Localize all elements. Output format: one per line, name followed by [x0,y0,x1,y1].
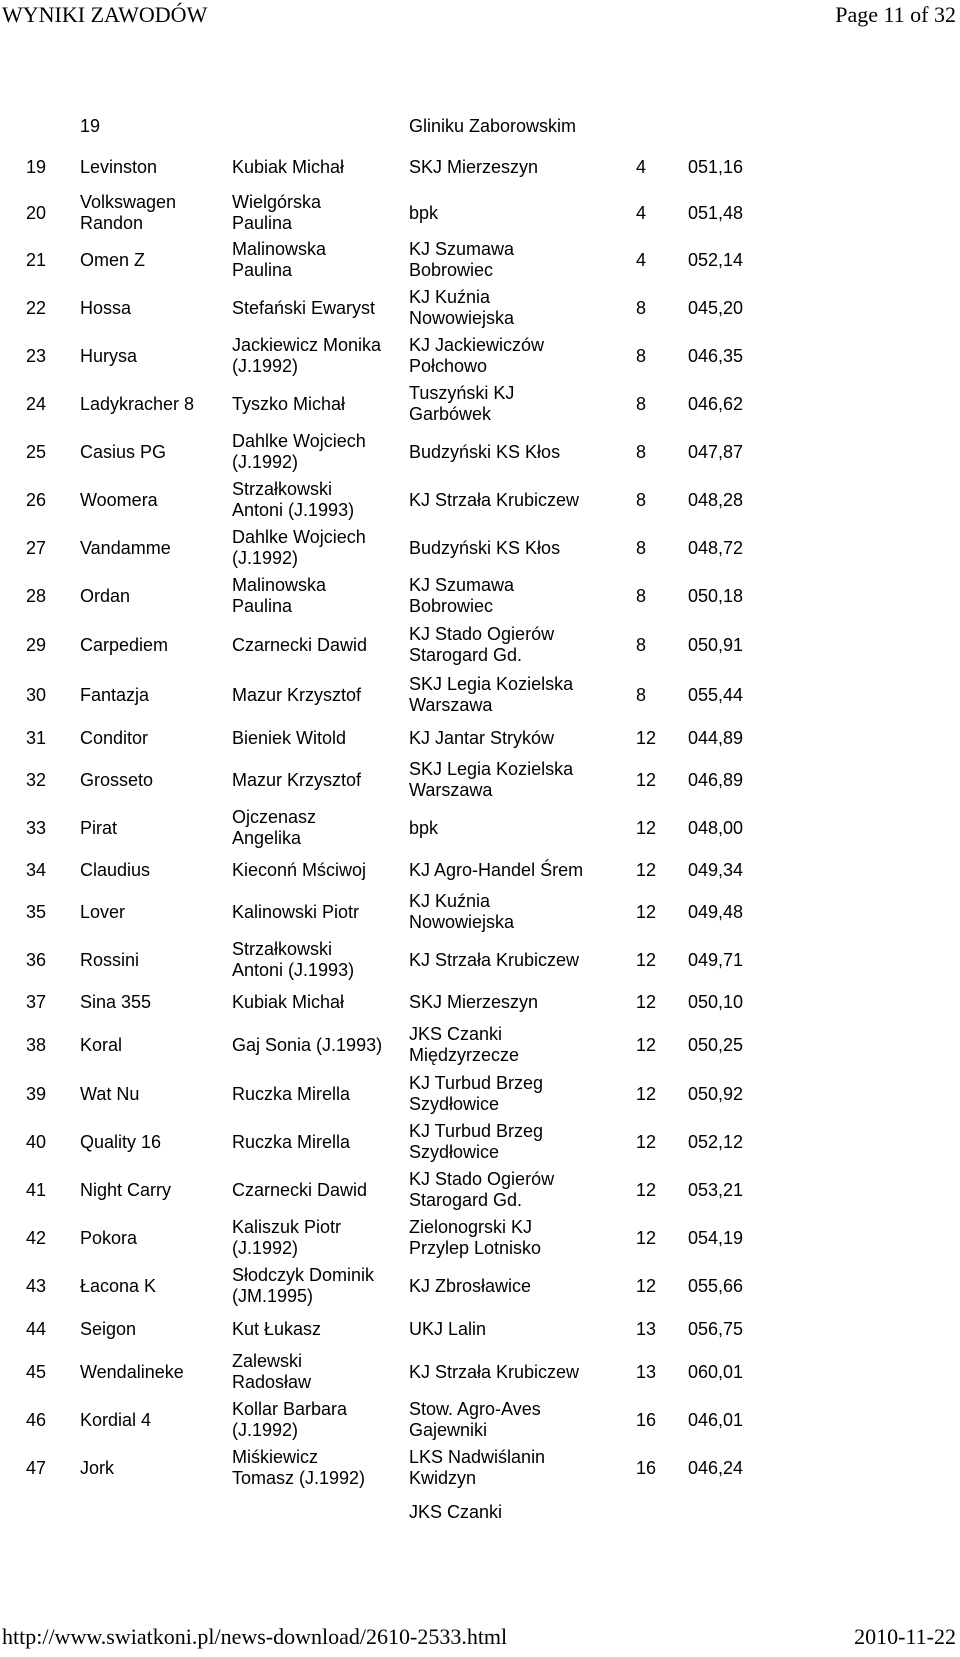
rider-name: Zalewski Radosław [232,1351,312,1392]
horse-name: Rossini [80,949,140,970]
rider-name: Ojczenasz Angelika [232,807,317,848]
rider-name: Dahlke Wojciech (J.1992) [232,431,366,472]
club-name: KJ Turbud Brzeg Szydłowice [409,1073,544,1114]
club-name: Budzyński KS Kłos [409,441,561,462]
penalty-points: 8 [636,393,647,414]
penalty-points: 8 [636,585,647,606]
club-name: LKS Nadwiślanin Kwidzyn [409,1447,546,1488]
rider-name: Malinowska Paulina [232,239,327,280]
club-name: SKJ Mierzeszyn [409,156,539,177]
rider-name: Strzałkowski Antoni (J.1993) [232,479,355,520]
penalty-points: 16 [636,1409,657,1430]
club-name: SKJ Legia Kozielska Warszawa [409,759,574,800]
rider-name: Tyszko Michał [232,393,346,414]
penalty-points: 12 [636,817,657,838]
row-number: 27 [26,537,47,558]
time-result: 049,34 [688,859,744,880]
penalty-points: 13 [636,1318,657,1339]
page-indicator: Page 11 of 32 [835,2,956,27]
rider-name: Miśkiewicz Tomasz (J.1992) [232,1447,366,1488]
penalty-points: 8 [636,441,647,462]
rider-name: Kalinowski Piotr [232,901,360,922]
penalty-points: 12 [636,949,657,970]
horse-name: Seigon [80,1318,137,1339]
rider-name: Wielgórska Paulina [232,192,322,233]
rider-name: Kubiak Michał [232,156,345,177]
rider-name: Mazur Krzysztof [232,769,362,790]
table-row [20,1166,764,1214]
club-name: SKJ Mierzeszyn [409,991,539,1012]
row-number: 35 [26,901,47,922]
table-row [20,144,764,190]
rider-name: Jackiewicz Monika (J.1992) [232,335,382,376]
table-row [20,804,764,852]
rider-name: Dahlke Wojciech (J.1992) [232,527,366,568]
time-result: 055,66 [688,1275,744,1296]
time-result: 046,01 [688,1409,744,1430]
club-name: KJ Stado Ogierów Starogard Gd. [409,1169,555,1210]
time-result: 045,20 [688,297,744,318]
club-name: Zielonogrski KJ Przylep Lotnisko [409,1217,542,1258]
table-row [20,936,764,984]
rider-name: Gaj Sonia (J.1993) [232,1034,383,1055]
table-row [20,984,764,1020]
horse-name: Ordan [80,585,131,606]
penalty-points: 8 [636,537,647,558]
table-row [20,108,764,144]
club-name: Budzyński KS Kłos [409,537,561,558]
row-number: 28 [26,585,47,606]
club-name: KJ Kuźnia Nowowiejska [409,287,515,328]
row-number [20,1492,74,1532]
rider-name: Czarnecki Dawid [232,634,368,655]
source-url: http://www.swiatkoni.pl/news-download/2610-2533.html [2,1624,508,1649]
time-result: 046,35 [688,345,744,366]
horse-name: Lover [80,901,126,922]
table-row [20,236,764,284]
penalty-points: 4 [636,202,647,223]
time-result: 051,16 [688,156,744,177]
club-name: KJ Stado Ogierów Starogard Gd. [409,624,555,665]
horse-name: Hossa [80,297,132,318]
club-name: KJ Agro-Handel Śrem [409,859,584,880]
time-result: 050,92 [688,1083,744,1104]
club-name: KJ Strzała Krubiczew [409,949,580,970]
horse-name: Quality 16 [80,1131,162,1152]
club-name: KJ Kuźnia Nowowiejska [409,891,515,932]
table-row [20,380,764,428]
time-result: 053,21 [688,1179,744,1200]
row-number: 30 [26,684,47,705]
horse-name: Grosseto [80,769,154,790]
time-result: 052,12 [688,1131,744,1152]
penalty-points: 8 [636,297,647,318]
horse-name: Casius PG [80,441,167,462]
time-result: 046,24 [688,1457,744,1478]
row-number: 32 [26,769,47,790]
row-number: 23 [26,345,47,366]
club-name: KJ Jantar Stryków [409,727,555,748]
penalty-points: 4 [636,156,647,177]
penalty-points: 12 [636,1034,657,1055]
horse-name: Woomera [80,489,158,510]
horse-name: Omen Z [80,249,146,270]
horse-name: Ladykracher 8 [80,393,195,414]
horse-name: Conditor [80,727,149,748]
page-footer [0,1622,960,1654]
horse-name: Wat Nu [80,1083,140,1104]
club-name: Stow. Agro-Aves Gajewniki [409,1399,541,1440]
penalty-points [630,108,682,144]
club-name: bpk [409,817,439,838]
time-result: 052,14 [688,249,744,270]
row-number: 25 [26,441,47,462]
penalty-points: 8 [636,684,647,705]
table-row [20,190,764,236]
rider-name: Kaliszuk Piotr (J.1992) [232,1217,342,1258]
time-result: 046,89 [688,769,744,790]
time-result [682,1492,764,1532]
penalty-points: 8 [636,489,647,510]
row-number: 29 [26,634,47,655]
table-row [20,1396,764,1444]
row-number: 44 [26,1318,47,1339]
club-name: KJ Szumawa Bobrowiec [409,239,515,280]
horse-name: Sina 355 [80,991,152,1012]
row-number: 19 [26,156,47,177]
club-name: UKJ Lalin [409,1318,487,1339]
horse-name: Wendalineke [80,1361,184,1382]
table-row [20,756,764,804]
row-number: 21 [26,249,47,270]
row-number: 47 [26,1457,47,1478]
horse-name: Levinston [80,156,158,177]
penalty-points: 8 [636,345,647,366]
penalty-points: 12 [636,1227,657,1248]
results-table [20,108,764,1532]
row-number: 31 [26,727,47,748]
horse-name: Carpediem [80,634,169,655]
rider-name: Kollar Barbara (J.1992) [232,1399,348,1440]
penalty-points: 12 [636,859,657,880]
club-name: JKS Czanki Międzyrzecze [409,1024,520,1065]
table-row [20,1020,764,1070]
table-row [20,476,764,524]
table-row [20,572,764,620]
table-row [20,284,764,332]
table-row [20,1262,764,1310]
table-row [20,1444,764,1492]
rider-name: Kubiak Michał [232,991,345,1012]
row-number: 41 [26,1179,47,1200]
horse-name: Fantazja [80,684,150,705]
footer-date: 2010-11-22 [854,1624,956,1649]
horse-name: Pokora [80,1227,138,1248]
penalty-points: 8 [636,634,647,655]
time-result: 048,72 [688,537,744,558]
table-row [20,332,764,380]
table-row [20,720,764,756]
row-number: 24 [26,393,47,414]
time-result: 050,10 [688,991,744,1012]
time-result: 044,89 [688,727,744,748]
table-row [20,1310,764,1348]
penalty-points: 4 [636,249,647,270]
time-result: 046,62 [688,393,744,414]
penalty-points [630,1492,682,1532]
row-number: 45 [26,1361,47,1382]
page-header [0,0,960,32]
penalty-points: 12 [636,1083,657,1104]
rider-name: Kut Łukasz [232,1318,322,1339]
time-result [682,108,764,144]
horse-name [74,1492,226,1532]
table-row [20,670,764,720]
table-row [20,852,764,888]
document-title: WYNIKI ZAWODÓW [2,2,208,27]
row-number: 37 [26,991,47,1012]
horse-name: Łacona K [80,1275,157,1296]
penalty-points: 12 [636,991,657,1012]
time-result: 055,44 [688,684,744,705]
table-row [20,888,764,936]
time-result: 054,19 [688,1227,744,1248]
penalty-points: 12 [636,769,657,790]
time-result: 048,28 [688,489,744,510]
row-number: 42 [26,1227,47,1248]
table-row [20,1214,764,1262]
horse-name: Night Carry [80,1179,172,1200]
time-result: 051,48 [688,202,744,223]
rider-name: Strzałkowski Antoni (J.1993) [232,939,355,980]
horse-name: Koral [80,1034,123,1055]
row-number: 33 [26,817,47,838]
penalty-points: 16 [636,1457,657,1478]
row-number: 40 [26,1131,47,1152]
penalty-points: 12 [636,1275,657,1296]
penalty-points: 13 [636,1361,657,1382]
rider-name: Mazur Krzysztof [232,684,362,705]
club-name: SKJ Legia Kozielska Warszawa [409,674,574,715]
rider-name: Ruczka Mirella [232,1131,351,1152]
penalty-points: 12 [636,1131,657,1152]
club-name: KJ Jackiewiczów Połchowo [409,335,545,376]
club-name: KJ Szumawa Bobrowiec [409,575,515,616]
horse-name: Hurysa [80,345,138,366]
table-row [20,1492,764,1532]
row-number: 20 [26,202,47,223]
club-name: KJ Strzała Krubiczew [409,489,580,510]
time-result: 050,25 [688,1034,744,1055]
club-name: bpk [409,202,439,223]
time-result: 049,48 [688,901,744,922]
rider-name [226,1492,403,1532]
penalty-points: 12 [636,901,657,922]
row-number: 46 [26,1409,47,1430]
penalty-points: 12 [636,727,657,748]
rider-name: Stefański Ewaryst [232,297,376,318]
row-number: 43 [26,1275,47,1296]
penalty-points: 12 [636,1179,657,1200]
club-name: KJ Strzała Krubiczew [409,1361,580,1382]
table-row [20,1118,764,1166]
rider-name: Kieconń Mściwoj [232,859,367,880]
rider-name: Ruczka Mirella [232,1083,351,1104]
horse-name: Jork [80,1457,115,1478]
table-row [20,428,764,476]
row-number [20,108,74,144]
time-result: 047,87 [688,441,744,462]
time-result: 056,75 [688,1318,744,1339]
club-name: KJ Zbrosławice [409,1275,532,1296]
row-number: 22 [26,297,47,318]
horse-name: 19 [80,115,101,136]
club-name: Gliniku Zaborowskim [409,115,577,136]
time-result: 060,01 [688,1361,744,1382]
horse-name: Pirat [80,817,118,838]
horse-name: Vandamme [80,537,171,558]
club-name: Tuszyński KJ Garbówek [409,383,515,424]
rider-name: Słodczyk Dominik (JM.1995) [232,1265,375,1306]
time-result: 049,71 [688,949,744,970]
club-name: JKS Czanki [409,1501,503,1522]
table-row [20,620,764,670]
rider-name: Malinowska Paulina [232,575,327,616]
rider-name: Bieniek Witold [232,727,347,748]
rider-name [226,108,403,144]
club-name: KJ Turbud Brzeg Szydłowice [409,1121,544,1162]
time-result: 050,18 [688,585,744,606]
row-number: 26 [26,489,47,510]
table-row [20,1070,764,1118]
row-number: 34 [26,859,47,880]
horse-name: Kordial 4 [80,1409,152,1430]
row-number: 39 [26,1083,47,1104]
time-result: 050,91 [688,634,744,655]
table-row [20,524,764,572]
time-result: 048,00 [688,817,744,838]
table-row [20,1348,764,1396]
row-number: 38 [26,1034,47,1055]
horse-name: Claudius [80,859,151,880]
horse-name: Volkswagen Randon [80,192,177,233]
row-number: 36 [26,949,47,970]
rider-name: Czarnecki Dawid [232,1179,368,1200]
